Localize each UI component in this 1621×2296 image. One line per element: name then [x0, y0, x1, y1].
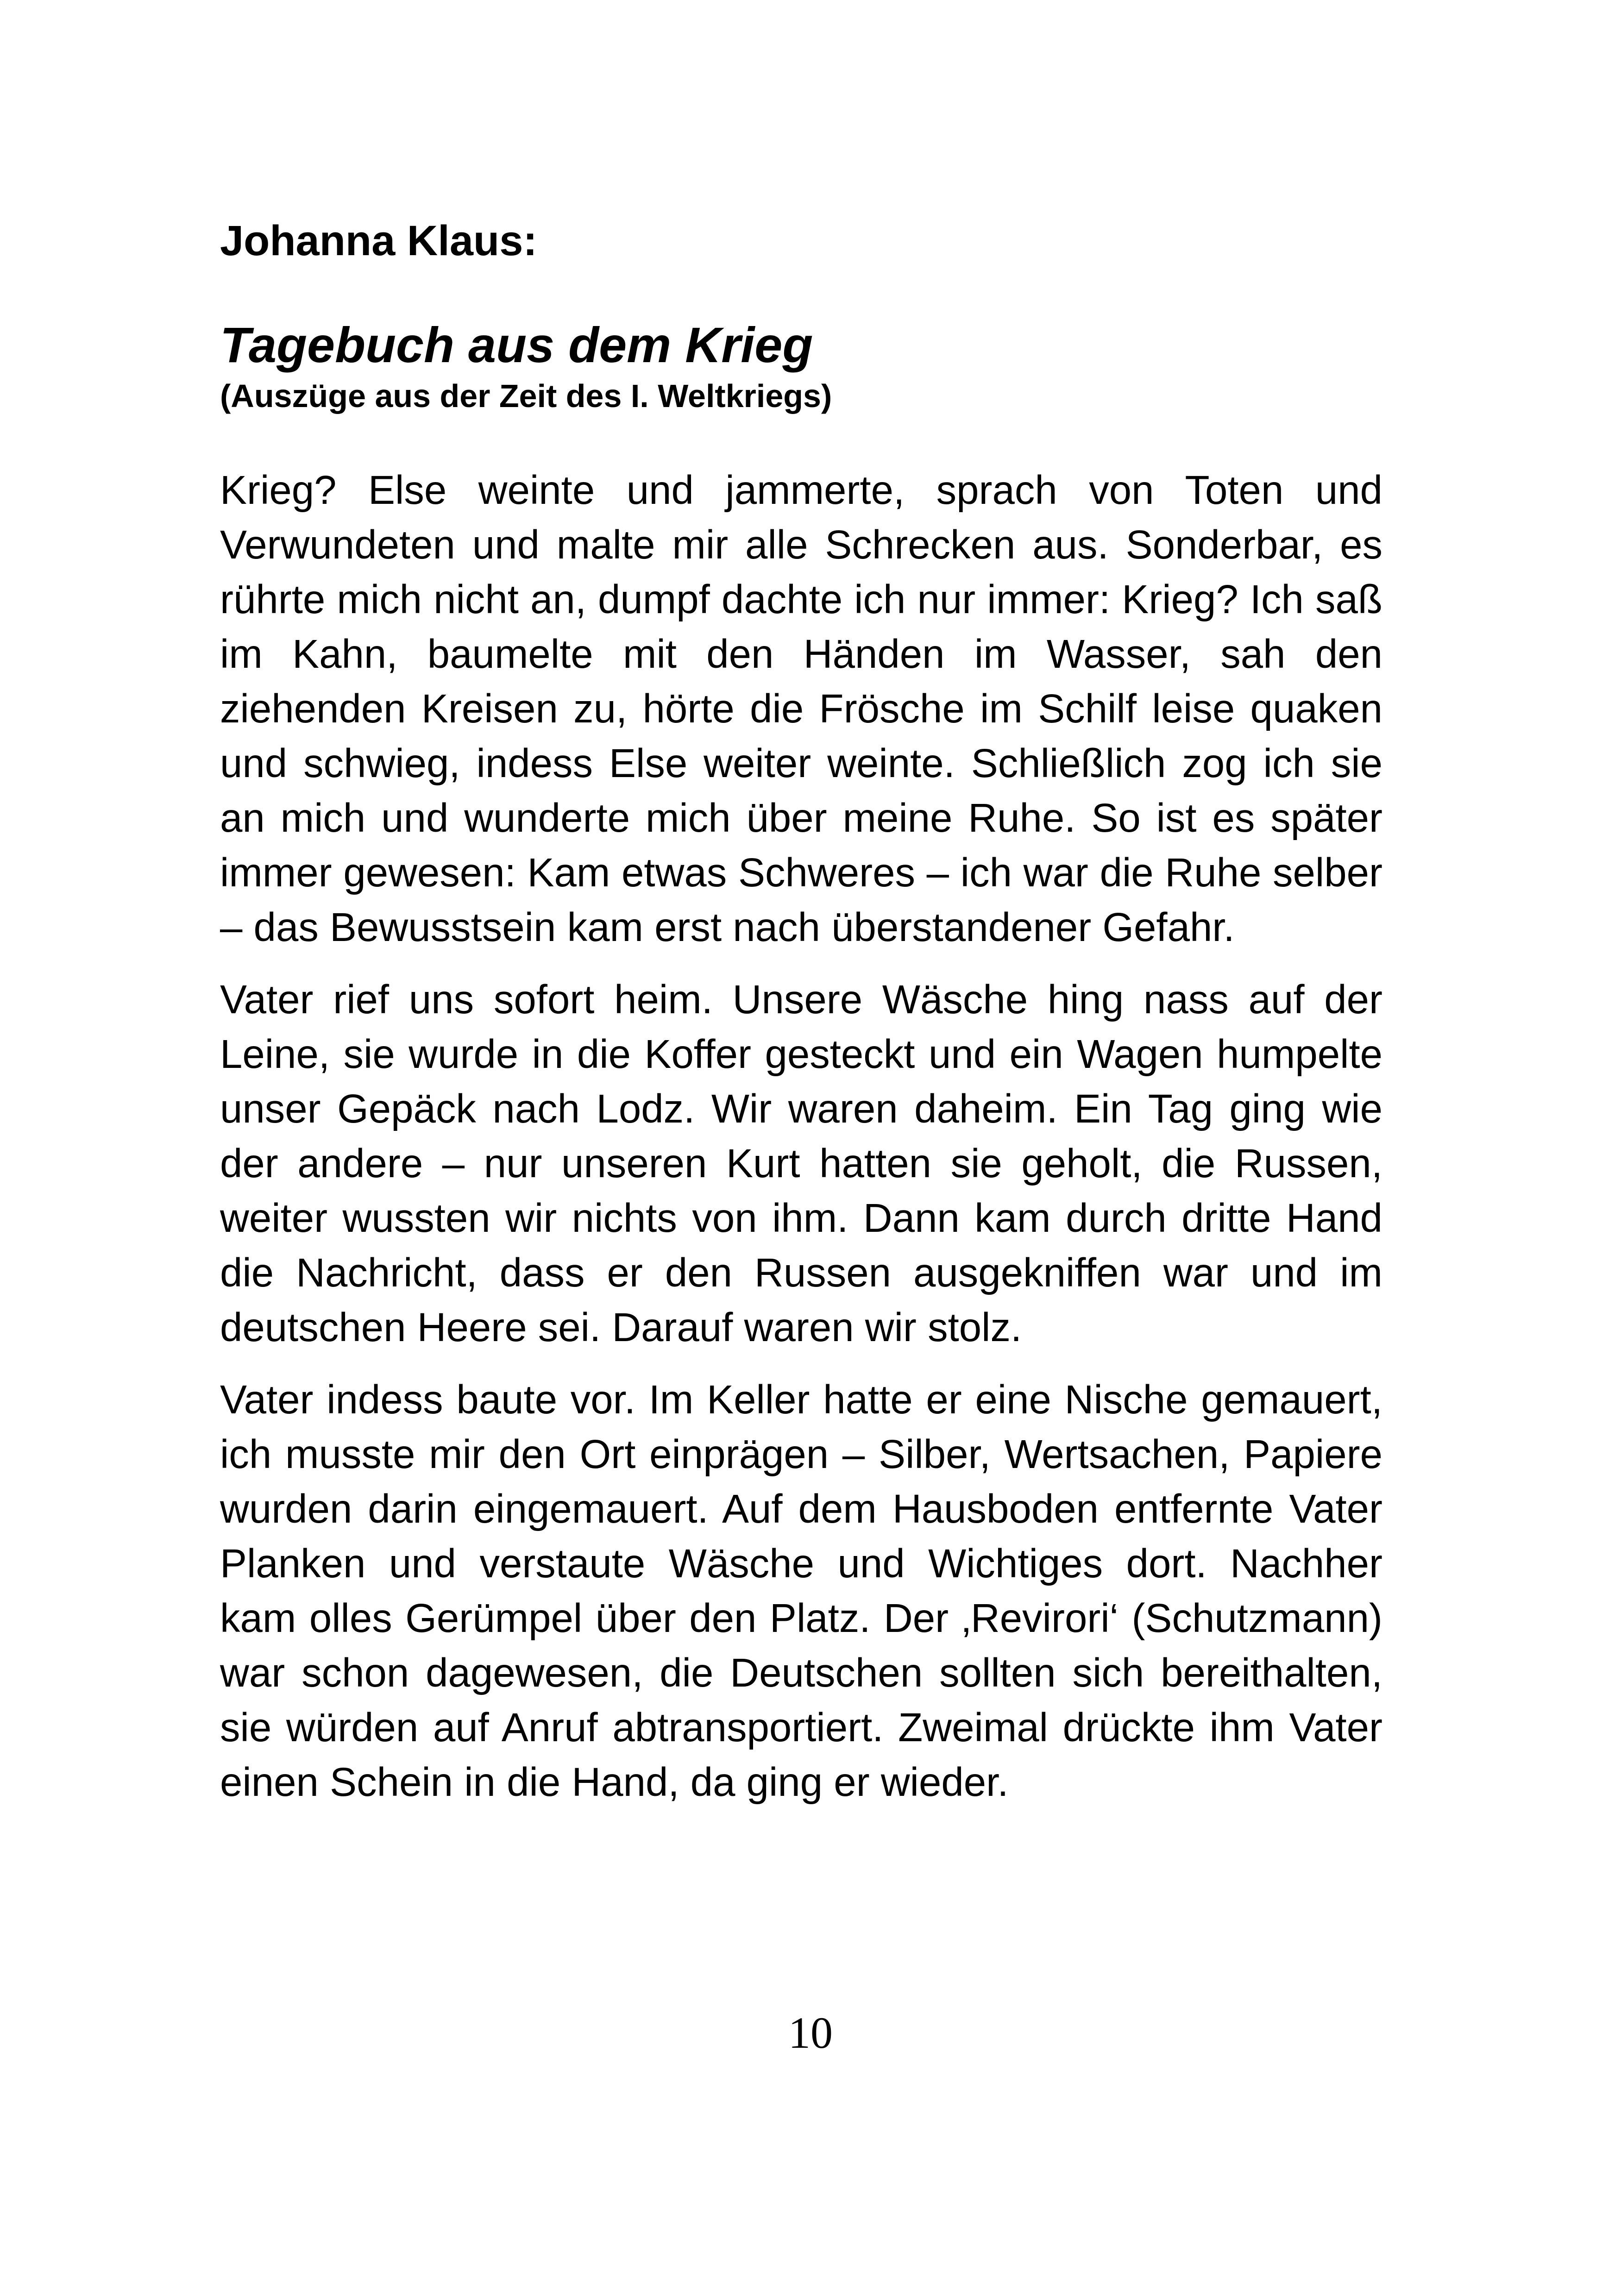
document-title: Tagebuch aus dem Krieg [220, 317, 813, 373]
page-number: 10 [788, 2008, 833, 2058]
paragraph-1: Krieg? Else weinte und jammerte, sprach von Toten und Verwundeten und malte mir alle Schrecken aus. Sonderbar, es rührte mich nicht an, dumpf dachte ich nur immer: Krieg? Ich saß im Kahn, baumelte mit den Händen im Wasser, sah den ziehenden Kreisen zu, hörte die Frösche im Schilf leise quaken und schwieg, indess Else weiter weinte. Schließlich zog ich sie an mich und wunderte mich über meine Ruhe. So ist es später immer gewesen: Kam etwas Schweres – ich war die Ruhe selber – das Bewusstsein kam erst nach überstandener Gefahr. [220, 468, 1382, 950]
paragraph-3: Vater indess baute vor. Im Keller hatte er eine Nische gemauert, ich musste mir den Ort einprägen – Silber, Wertsachen, Papiere wurden darin eingemauert. Auf dem Hausboden entfernte Vater Planken und verstaute Wäsche und Wichtiges dort. Nachher kam olles Gerümpel über den Platz. Der ‚Revirori‘ (Schutzmann) war schon dagewesen, die Deutschen sollten sich bereithalten, sie würden auf Anruf abtransportiert. Zweimal drückte ihm Vater einen Schein in die Hand, da ging er wieder. [220, 1377, 1382, 1805]
paragraph-2: Vater rief uns sofort heim. Unsere Wäsche hing nass auf der Leine, sie wurde in die Koffer gesteckt und ein Wagen humpelte unser Gepäck nach Lodz. Wir waren daheim. Ein Tag ging wie der andere – nur unseren Kurt hatten sie geholt, die Russen, weiter wussten wir nichts von ihm. Dann kam durch dritte Hand die Nachricht, dass er den Russen ausgekniffen war und im deutschen Heere sei. Darauf waren wir stolz. [220, 977, 1382, 1350]
author-name: Johanna Klaus: [220, 217, 538, 264]
document-subtitle: (Auszüge aus der Zeit des I. Weltkriegs) [220, 378, 832, 414]
body-text [220, 463, 1382, 1827]
